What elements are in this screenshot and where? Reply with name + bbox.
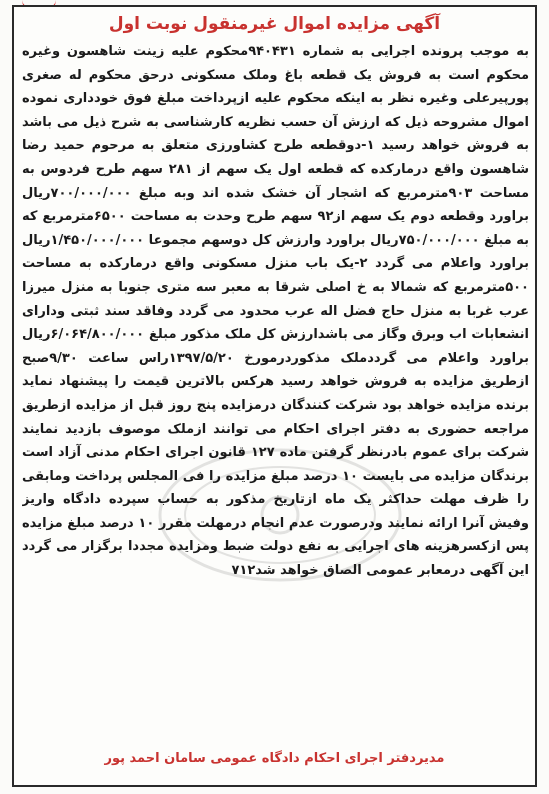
notice-body: به موجب پرونده اجرایی به شماره ۹۴۰۴۳۱محکوم علیه زینت شاهسون وغیره محکوم است به فروش یک قطعه باغ وملک مسکونی درحق محکوم له صغری پورپیرعلی وغیره نظر به اینکه محکوم علیه ازپرداخت مبلغ فوق خودداری نموده اموال مشروحه ذیل که ارزش آن حسب نظریه کارشناسی به شرح ذیل می باشد به فروش خواهد رسید ۱-دوقطعه طرح کشاورزی متعلق به مرحوم حمید رضا شاهسون واقع درمارکده که قطعه اول یک سهم از ۲۸۱ سهم طرح فردوس به مساحت ۹۰۳مترمربع که اشجار آن خشک شده اند وبه مبلغ ۷۰۰/۰۰۰/۰۰۰ریال براورد وقطعه دوم یک سهم از۹۲ سهم طرح وحدت به مساحت ۶۵۰۰مترمربع که به مبلغ ۷۵۰/۰۰۰/۰۰۰ریال براورد وارزش کل دوسهم مجموعا ۱/۴۵۰/۰۰۰/۰۰۰ریال براورد واعلام می گردد ۲-یک باب منزل مسکونی واقع درمارکده به مساحت ۵۰۰مترمربع که شمالا به خ اصلی شرقا به معبر سه متری جنوبا به منزل میرزا عرب غربا به منزل حاج فضل اله عرب محدود می گردد وفاقد سند ثبتی ودارای انشعابات اب وبرق وگاز می باشدارزش کل ملک مذکور مبلغ ۶/۰۶۴/۸۰۰/۰۰۰ریال براورد واعلام می گرددملک مذکوردرمورخ ۱۳۹۷/۵/۲۰راس ساعت ۹/۳۰صبح ازطریق مزایده به فروش خواهد رسید هرکس بالاترین قیمت را پیشنهاد نماید برنده مزایده خواهد بود شرکت کنندگان درمزایده پنج روز قبل از مزایده ازطریق مراجعه حضوری به دفتر اجرای احکام می توانند ازملک موصوف بازدید نمایند شرکت برای عموم بادرنظر گرفتن ماده ۱۲۷ قانون اجرای احکام مدنی آزاد است برندگان مزایده می بایست ۱۰ درصد مبلغ مزایده را فی المجلس پرداخت ومابقی را ظرف مهلت حداکثر یک ماه ازتاریخ مذکور به حساب سپرده دادگاه واریز وفیش آنرا ارائه نمایند ودرصورت عدم انجام درمهلت مقرر ۱۰ درصد مبلغ مزایده پس ازکسرهزینه های اجرایی به نفع دولت ضبط ومزایده مجددا برگزار می گردد این آگهی درمعابر عمومی الصاق خواهد شد۷۱۲ (22, 44, 529, 579)
signature-line: مدیردفتر اجرای احکام دادگاه عمومی سامان احمد پور (104, 751, 445, 766)
notice-title: آگهی مزایده اموال غیرمنقول نوبت اول (108, 14, 441, 34)
